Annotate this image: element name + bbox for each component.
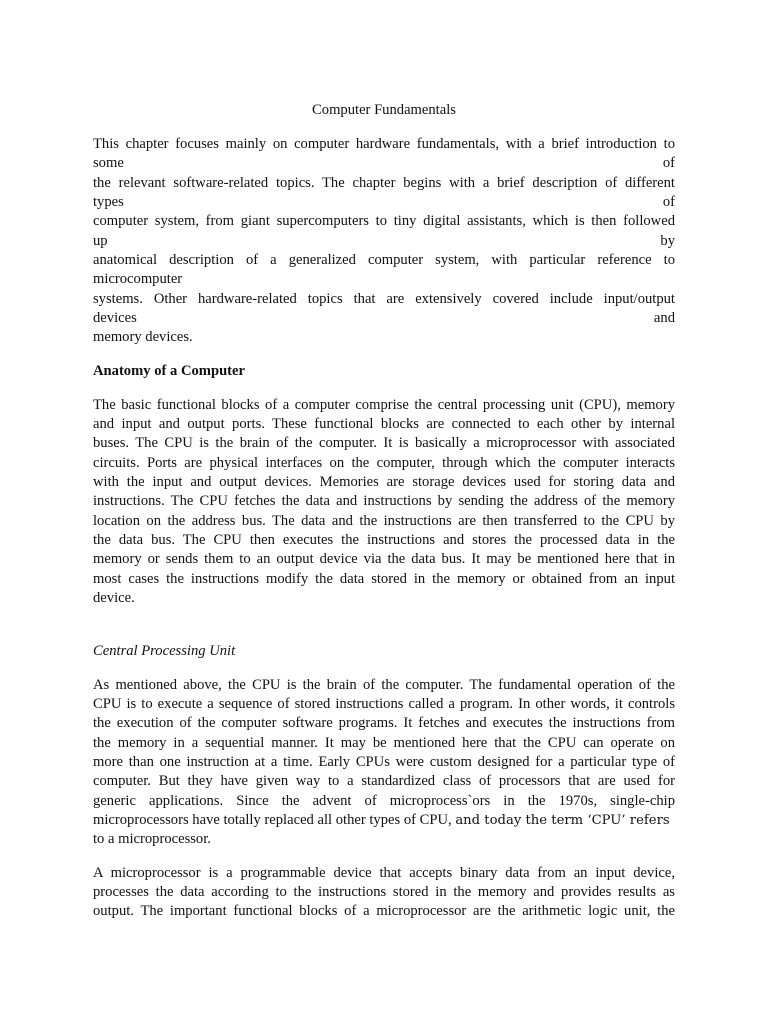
anatomy-line-11: device. xyxy=(93,590,135,606)
cpu-line-8 xyxy=(93,811,675,830)
intro-word: of xyxy=(662,194,675,210)
intro-word: and xyxy=(653,310,675,326)
intro-word: by xyxy=(660,233,675,249)
cpu-line-3: the execution of the computer software programs. It fetches and executes the instructions from xyxy=(93,715,675,731)
anatomy-line-1: The basic functional blocks of a computer comprise the central processing unit (CPU), memory xyxy=(93,397,675,413)
section-heading-anatomy: Anatomy of a Computer xyxy=(93,363,246,379)
intro-line-7: anatomical description of a generalized computer system, with particular reference to xyxy=(93,252,675,268)
anatomy-line-5: with the input and output devices. Memories are storage devices used for storing data and xyxy=(93,474,675,490)
document-title: Computer Fundamentals xyxy=(312,102,456,118)
micro-line-1: A microprocessor is a programmable device that accepts binary data from an input device, xyxy=(93,865,675,881)
anatomy-line-4: circuits. Ports are physical interfaces on the computer, through which the computer interacts xyxy=(93,455,675,471)
intro-word: types xyxy=(93,194,124,210)
intro-line-3: the relevant software-related topics. The chapter begins with a brief description of different xyxy=(93,175,675,191)
anatomy-line-10: most cases the instructions modify the data stored in the memory or obtained from an input xyxy=(93,571,675,587)
intro-word: some xyxy=(93,155,124,171)
cpu-line-6: computer. But they have given way to a standardized class of processors that are used for xyxy=(93,773,675,789)
cpu-line-5: more than one instruction at a time. Early CPUs were custom designed for a particular type of xyxy=(93,754,675,770)
anatomy-line-8: the data bus. The CPU then executes the instructions and stores the processed data in the xyxy=(93,532,675,548)
intro-line-2 xyxy=(93,154,675,173)
intro-word: of xyxy=(662,155,675,171)
intro-line-11: memory devices. xyxy=(93,329,193,345)
intro-line-10 xyxy=(93,309,675,328)
intro-word: up xyxy=(93,233,108,249)
intro-line-4 xyxy=(93,193,675,212)
cpu-line-8-text: microprocessors have totally replaced all other types of CPU, xyxy=(93,812,456,828)
cpu-line-2: CPU is to execute a sequence of stored instructions called a program. In other words, it controls xyxy=(93,696,675,712)
anatomy-line-6: instructions. The CPU fetches the data and instructions by sending the address of the memory xyxy=(93,493,675,509)
anatomy-line-7: location on the address bus. The data and the instructions are then transferred to the CPU by xyxy=(93,513,675,529)
intro-line-1: This chapter focuses mainly on computer hardware fundamentals, with a brief introduction to xyxy=(93,136,675,152)
cpu-line-1: As mentioned above, the CPU is the brain of the computer. The fundamental operation of the xyxy=(93,677,675,693)
cpu-line-8-alt-text: and today the term ‘CPU’ refers xyxy=(455,813,670,828)
intro-line-9: systems. Other hardware-related topics that are extensively covered include input/output xyxy=(93,291,675,307)
section-heading-cpu: Central Processing Unit xyxy=(93,643,236,659)
cpu-line-9: to a microprocessor. xyxy=(93,831,211,847)
cpu-line-7: generic applications. Since the advent of microprocess`ors in the 1970s, single-chip xyxy=(93,793,675,809)
anatomy-line-3: buses. The CPU is the brain of the computer. It is basically a microprocessor with associated xyxy=(93,435,675,451)
micro-line-2: processes the data according to the instructions stored in the memory and provides results as xyxy=(93,884,675,900)
intro-line-8: microcomputer xyxy=(93,271,183,287)
intro-line-6 xyxy=(93,232,675,251)
intro-word: devices xyxy=(93,310,137,326)
anatomy-line-9: memory or sends them to an output device via the data bus. It may be mentioned here that in xyxy=(93,551,675,567)
cpu-line-4: the memory in a sequential manner. It may be mentioned here that the CPU can operate on xyxy=(93,735,675,751)
anatomy-line-2: and input and output ports. These functional blocks are connected to each other by internal xyxy=(93,416,675,432)
micro-line-3: output. The important functional blocks of a microprocessor are the arithmetic logic unit, the xyxy=(93,903,675,919)
intro-line-5: computer system, from giant supercomputers to tiny digital assistants, which is then followed xyxy=(93,213,675,229)
